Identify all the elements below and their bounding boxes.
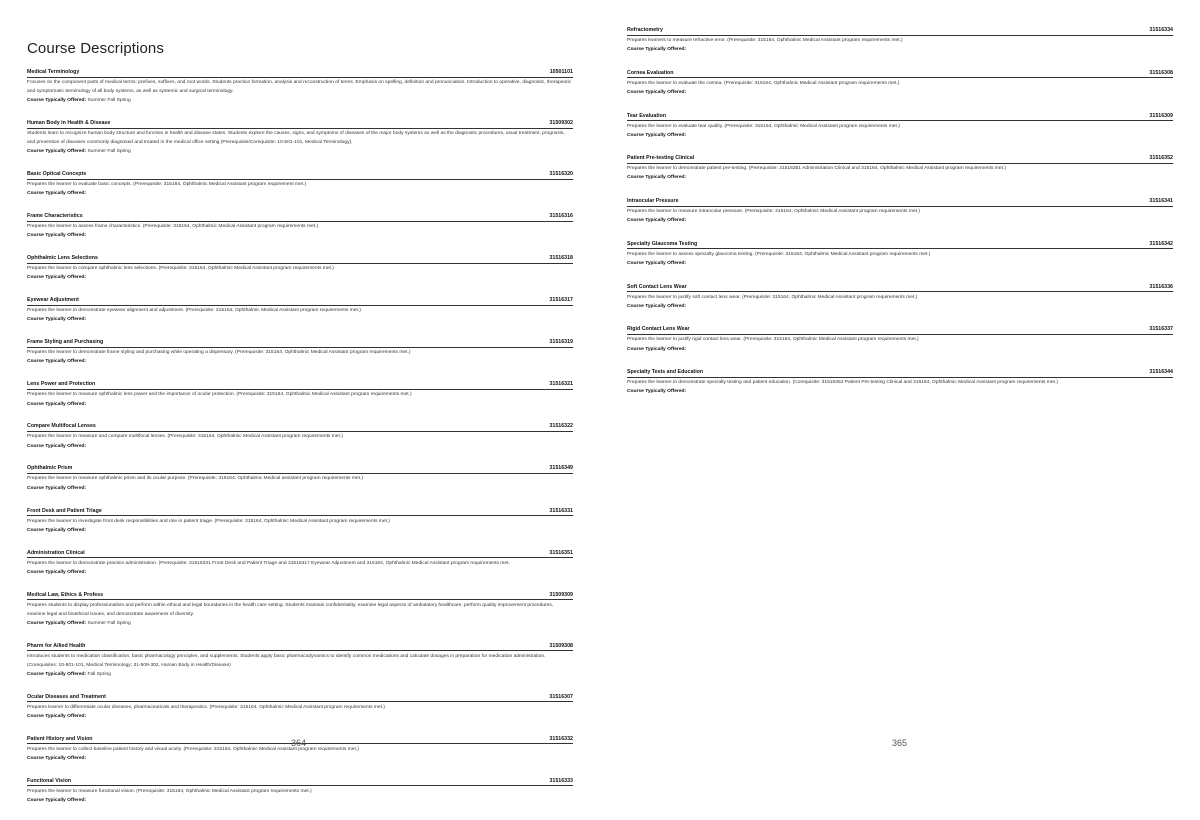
course-description: Prepares the learner to measure intraocular pressure. (Prerequisite: 315164, Ophthalmic Medical Assistant program requirements met.) <box>627 209 921 215</box>
course-description: Prepares learner to differentiate ocular diseases, pharmaceuticals and therapeutics. (Prerequisite: 315164, Ophthalmic Medical Assistant program requirements met.) <box>27 704 385 710</box>
course-code: 31516333 <box>549 777 573 784</box>
course-offered <box>627 302 1173 311</box>
offered-label: Course Typically Offered: <box>627 89 687 95</box>
course-entry <box>627 326 1173 353</box>
offered-label: Course Typically Offered: <box>27 797 87 803</box>
course-title: Human Body in Health & Disease <box>27 120 111 127</box>
page-heading: Course Descriptions <box>27 40 164 57</box>
course-header <box>27 171 573 180</box>
course-entry <box>27 339 573 366</box>
course-code: 31516307 <box>549 693 573 700</box>
course-entry <box>627 241 1173 268</box>
offered-value: Summer Fall Spring <box>87 149 131 155</box>
course-code: 31516351 <box>549 549 573 556</box>
course-offered <box>27 315 573 324</box>
course-title: Lens Power and Protection <box>27 381 96 388</box>
course-entry <box>27 465 573 492</box>
offered-label: Course Typically Offered: <box>27 527 87 533</box>
course-description: Prepares the learner to collect baseline patient history and visual acuity. (Prerequisite: 315164, Ophthalmic Medical Assistant program requirements met.) <box>27 746 359 752</box>
course-title: Frame Styling and Purchasing <box>27 339 104 346</box>
course-title: Ophthalmic Prism <box>27 465 73 472</box>
course-code: 31516321 <box>549 381 573 388</box>
course-entry <box>27 592 573 628</box>
course-description: Prepares the learner to investigate front desk responsibilities and role in patient triage. (Prerequisite: 315164, Ophthalmic Medical Assistant program requirements met.) <box>27 518 390 524</box>
course-offered <box>627 259 1173 268</box>
offered-value: Fall Spring <box>87 671 111 677</box>
course-description: Prepares the learner to evaluate basic concepts. (Prerequisite: 315164, Ophthalmic Medical Assistant program requirement met.) <box>27 182 307 188</box>
course-title: Front Desk and Patient Triage <box>27 507 102 514</box>
course-header <box>27 120 573 129</box>
course-title: Eyewear Adjustment <box>27 297 79 304</box>
course-description: Prepares the learner to demonstrate specialty testing and patient education. (Corequisite: 31516352 Patient Pre-testing Clinical and 315164, Ophthalmic Medical Assistant program requirements met.) <box>627 380 1058 386</box>
course-entry <box>27 508 573 535</box>
course-header <box>627 113 1173 122</box>
course-description: Prepares students to display professionalism and perform within ethical and legal boundaries in the health care setting. Students maintain confidentiality, examine legal aspects of ambulatory healthcare, perform quality improvement procedures, examine legal and bioethical issues, and demonstrate awareness of diversity. <box>27 602 554 617</box>
course-code: 31516334 <box>1149 27 1173 33</box>
course-header <box>27 778 573 787</box>
course-description: Introduces students to medication classification, basic pharmacology principles, and supplements. Students apply basic pharmacodynamics to identify common medications and calculate dosages in preparation for medication administration. (Corequisites: 10-501-101, Medical Terminology; 31-509-302, Human Body in Health/Disease) <box>27 653 546 668</box>
course-code: 31516320 <box>549 171 573 178</box>
course-description: Focuses on the component parts of medical terms: prefixes, suffixes, and root words. Students practice formation, analysis and reconstruction of terms. Emphasis on spelling, definition and pronunciation. Introduction to operative, diagnostic, therapeutic and symptomatic terminology of all body systems, as well as systemic and surgical terminology. <box>27 80 572 95</box>
course-code: 31516337 <box>1149 326 1173 333</box>
offered-label: Course Typically Offered: <box>627 218 687 224</box>
course-description: Prepares the learner to assess specialty glaucoma testing. (Prerequisite: 315164, Ophthalmic Medical Assistant program requirements met.) <box>627 251 931 257</box>
course-entry <box>27 69 573 105</box>
course-code: 31516309 <box>1149 112 1173 119</box>
course-title: Soft Contact Lens Wear <box>627 283 687 290</box>
course-offered <box>27 619 573 628</box>
offered-label: Course Typically Offered: <box>27 713 87 719</box>
course-offered <box>27 670 573 679</box>
course-offered <box>27 526 573 535</box>
course-description: Prepares the learner to demonstrate practice administration. (Prerequisite: 31516331 Front Desk and Patient Triage and 31516317 Eyewear Adjustment and 315164, Ophthalmic Medical Assistant program requirements met. <box>27 560 510 566</box>
course-offered <box>27 189 573 198</box>
course-header <box>27 423 573 432</box>
course-header <box>627 369 1173 378</box>
course-entry <box>27 297 573 324</box>
course-entry <box>627 155 1173 182</box>
course-description: Prepares the learner to demonstrate eyewear alignment and adjustment. (Prerequisite: 315164, Ophthalmic Medical Assistant program requirements met.) <box>27 308 361 314</box>
offered-label: Course Typically Offered: <box>627 389 687 395</box>
course-offered <box>627 131 1173 140</box>
course-title: Frame Characteristics <box>27 213 83 220</box>
offered-label: Course Typically Offered: <box>27 443 87 449</box>
course-title: Patient History and Vision <box>27 735 93 742</box>
course-header <box>27 643 573 652</box>
course-title: Specialty Tests and Education <box>627 369 704 376</box>
course-header <box>627 27 1173 36</box>
offered-label: Course Typically Offered: <box>27 317 87 323</box>
offered-value: Summer Fall Spring <box>87 620 131 626</box>
course-code: 31516341 <box>1149 198 1173 205</box>
offered-label: Course Typically Offered: <box>627 303 687 309</box>
course-title: Functional Vision <box>27 777 72 784</box>
course-header <box>627 198 1173 207</box>
course-description: Prepares the learner to demonstrate patient pre-testing. (Prerequisite: 31516351 Administration Clinical and 315164, Ophthalmic Medical Assistant program requirements met.) <box>627 166 1006 172</box>
course-entry <box>27 255 573 282</box>
right-page <box>600 0 1200 776</box>
course-header <box>627 241 1173 250</box>
offered-label: Course Typically Offered: <box>627 132 687 138</box>
left-course-list <box>27 69 573 820</box>
course-description: Prepares the learner to measure functional vision. (Prerequisite: 315164, Ophthalmic Medical Assistant program requirements met.) <box>27 788 312 794</box>
course-title: Pharm for Allied Health <box>27 642 86 649</box>
course-code: 31516352 <box>1149 155 1173 162</box>
course-offered <box>627 387 1173 396</box>
course-offered <box>27 400 573 409</box>
course-code: 31516344 <box>1149 369 1173 376</box>
course-offered <box>27 357 573 366</box>
course-offered <box>27 147 573 156</box>
course-offered <box>27 231 573 240</box>
course-description: Prepares the learner to measure ophthalmic prism and its ocular purpose. (Prerequisite: 315164, Ophthalmic Medical assistant program requirements met.) <box>27 476 363 482</box>
course-description: Prepares the learner to measure ophthalmic lens power and the importance of ocular protection. (Prerequisite: 315164, Ophthalmic Medical Assistant program requirements met.) <box>27 392 412 398</box>
course-title: Ophthalmic Lens Selections <box>27 255 98 262</box>
course-entry <box>27 423 573 450</box>
course-entry <box>27 120 573 156</box>
course-offered <box>27 796 573 805</box>
course-code: 31516342 <box>1149 240 1173 247</box>
offered-label: Course Typically Offered: <box>27 191 87 197</box>
course-offered <box>627 216 1173 225</box>
course-description: Prepares the learner to measure and compare multifocal lenses. (Prerequisite: 315164, Ophthalmic Medical Assistant program requirements met.) <box>27 434 343 440</box>
course-description: Prepares the learner to compare ophthalmic lens selections. (Prerequisite: 315164, Ophthalmic Medical Assistant program requirements met.) <box>27 266 334 272</box>
offered-label: Course Typically Offered: <box>627 175 687 181</box>
course-header <box>627 326 1173 335</box>
course-description: Prepares the learner to justify rigid contact lens wear. (Prerequisite: 315164, Ophthalmic Medical Assistant program requirements met.) <box>627 337 919 343</box>
offered-label: Course Typically Offered: <box>27 149 87 155</box>
offered-label: Course Typically Offered: <box>27 620 87 626</box>
course-header <box>27 508 573 517</box>
course-title: Medical Law, Ethics & Profess <box>27 591 104 598</box>
course-header <box>27 213 573 222</box>
course-description: Prepares the learner to justify soft contact lens wear. (Prerequisite: 315164, Ophthalmic Medical Assistant program requirements met.) <box>627 294 918 300</box>
course-offered <box>27 568 573 577</box>
page-number-right: 365 <box>892 738 908 748</box>
offered-label: Course Typically Offered: <box>27 755 87 761</box>
offered-label: Course Typically Offered: <box>27 98 87 104</box>
right-course-list <box>627 27 1173 412</box>
course-code: 31516331 <box>549 507 573 514</box>
offered-label: Course Typically Offered: <box>27 401 87 407</box>
offered-label: Course Typically Offered: <box>627 346 687 352</box>
course-header <box>27 694 573 703</box>
offered-label: Course Typically Offered: <box>27 671 87 677</box>
offered-label: Course Typically Offered: <box>627 261 687 266</box>
offered-label: Course Typically Offered: <box>627 47 687 53</box>
course-header <box>27 255 573 264</box>
course-header <box>27 69 573 78</box>
course-header <box>27 297 573 306</box>
course-entry <box>27 171 573 198</box>
course-title: Patient Pre-testing Clinical <box>627 155 695 162</box>
course-description: Prepares learners to measure refractive error. (Prerequisite: 315164, Ophthalmic Medical Assistant program requirements met.) <box>627 38 903 43</box>
course-entry <box>27 550 573 577</box>
course-offered <box>27 712 573 721</box>
course-header <box>627 284 1173 293</box>
course-entry <box>627 27 1173 54</box>
course-entry <box>27 778 573 805</box>
course-entry <box>627 113 1173 140</box>
course-description: Prepares the learner to assess frame characteristics. (Prerequisite: 315164, Ophthalmic Medical Assistant program requirements met.) <box>27 224 319 230</box>
course-title: Intraocular Pressure <box>627 198 679 205</box>
course-offered <box>627 173 1173 182</box>
course-code: 31516316 <box>549 213 573 220</box>
course-title: Medical Terminology <box>27 69 80 75</box>
course-code: 31509302 <box>549 120 573 127</box>
course-title: Cornea Evaluation <box>627 69 674 76</box>
course-title: Specialty Glaucoma Testing <box>627 240 698 247</box>
course-title: Basic Optical Concepts <box>27 171 87 178</box>
course-header <box>627 70 1173 79</box>
course-entry <box>627 70 1173 97</box>
course-description: Prepares the learner to evaluate the cornea. (Prerequisite: 315164, Ophthalmic Medical Assistant program requirements met.) <box>627 80 900 86</box>
course-title: Compare Multifocal Lenses <box>27 423 96 430</box>
course-code: 31516349 <box>549 465 573 472</box>
course-offered <box>27 484 573 493</box>
course-title: Rigid Contact Lens Wear <box>627 326 690 333</box>
offered-label: Course Typically Offered: <box>27 233 87 239</box>
course-header <box>27 592 573 601</box>
left-page <box>0 0 600 803</box>
course-entry <box>27 381 573 408</box>
course-code: 10501101 <box>549 69 573 75</box>
course-entry <box>27 213 573 240</box>
offered-label: Course Typically Offered: <box>27 485 87 491</box>
course-header <box>27 465 573 474</box>
page-number-left: 364 <box>291 738 307 748</box>
course-title: Administration Clinical <box>27 549 85 556</box>
course-offered <box>27 754 573 763</box>
course-offered <box>27 442 573 451</box>
course-code: 31509309 <box>549 591 573 598</box>
course-code: 31516308 <box>1149 69 1173 76</box>
course-offered <box>627 45 1173 54</box>
course-entry <box>627 198 1173 225</box>
course-entry <box>627 369 1173 396</box>
course-code: 31516319 <box>549 339 573 346</box>
course-description: Students learn to recognize human body structure and function in health and disease states. Students explore the causes, signs, and symptoms of diseases of the major body systems as well as the diagnostic procedures, usual treatment, prognosis, and prevention of diseases commonly diagnosed and treated in the medical office setting.(Prerequisite/Corequisite: 10-501-101, Medical Terminology). <box>27 131 565 146</box>
course-entry <box>627 284 1173 311</box>
course-description: Prepares the learner to evaluate tear quality. (Prerequisite: 315164, Ophthalmic Medical Assistant program requirements met.) <box>627 123 900 129</box>
course-code: 31516332 <box>549 735 573 742</box>
course-entry <box>27 694 573 721</box>
course-description: Prepares the learner to demonstrate frame styling and purchasing while operating a dispensary. (Prerequisite: 315164, Ophthalmic Medical Assistant program requirements met.) <box>27 350 411 356</box>
course-offered <box>27 96 573 105</box>
course-header <box>627 155 1173 164</box>
course-code: 31516336 <box>1149 283 1173 290</box>
course-header <box>27 381 573 390</box>
course-title: Ocular Diseases and Treatment <box>27 693 106 700</box>
course-code: 31516318 <box>549 255 573 262</box>
course-offered <box>627 88 1173 97</box>
course-code: 31516317 <box>549 297 573 304</box>
course-header <box>27 550 573 559</box>
offered-value: Summer Fall Spring <box>87 98 131 104</box>
course-code: 31509308 <box>549 642 573 649</box>
offered-label: Course Typically Offered: <box>27 569 87 575</box>
course-header <box>27 339 573 348</box>
course-title: Tear Evaluation <box>627 112 667 119</box>
course-entry <box>27 643 573 679</box>
course-code: 31516322 <box>549 423 573 430</box>
offered-label: Course Typically Offered: <box>27 275 87 281</box>
offered-label: Course Typically Offered: <box>27 359 87 365</box>
course-offered <box>27 273 573 282</box>
course-title: Refractometry <box>627 27 663 33</box>
course-offered <box>627 345 1173 354</box>
